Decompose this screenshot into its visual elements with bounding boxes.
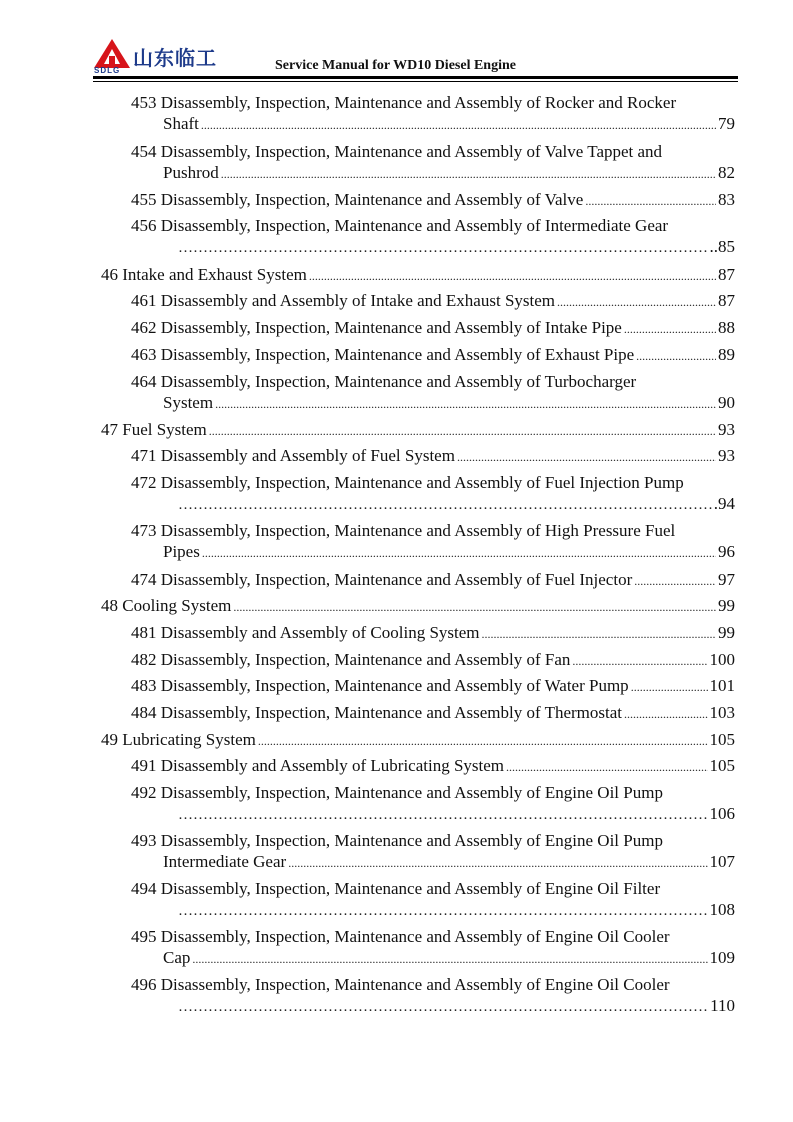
toc-entry[interactable] xyxy=(131,755,735,776)
toc-entry-title: 49 Lubricating System xyxy=(101,730,256,749)
toc-entry[interactable] xyxy=(131,141,735,183)
toc-entry[interactable] xyxy=(131,782,735,824)
dot-leader xyxy=(178,805,708,826)
toc-entry[interactable] xyxy=(101,729,735,750)
dot-leader xyxy=(221,164,716,185)
dot-leader xyxy=(178,901,708,922)
dot-leader xyxy=(192,949,707,970)
toc-entry-title: 474 Disassembly, Inspection, Maintenance and Assembly of Fuel Injector xyxy=(131,570,633,589)
toc-page-number: 82 xyxy=(718,163,735,182)
dot-leader xyxy=(202,543,716,564)
toc-page-number: 107 xyxy=(709,852,735,871)
toc-page-number: 109 xyxy=(709,948,735,967)
toc-entry[interactable] xyxy=(101,264,735,285)
toc-entry-title: 47 Fuel System xyxy=(101,420,207,439)
toc-entry[interactable] xyxy=(131,675,735,696)
dot-leader xyxy=(572,651,707,672)
dot-leader xyxy=(624,704,707,725)
dot-leader xyxy=(557,292,716,313)
toc-entry-title: Intermediate Gear xyxy=(163,852,287,871)
toc-page-number: 99 xyxy=(718,596,735,615)
toc-page-number: 89 xyxy=(718,345,735,364)
toc-entry[interactable] xyxy=(131,926,735,968)
toc-entry-title: 484 Disassembly, Inspection, Maintenance and Assembly of Thermostat xyxy=(131,703,623,722)
toc-page-number: 110 xyxy=(710,996,735,1015)
toc-entry[interactable] xyxy=(131,92,735,134)
toc-page-number: 101 xyxy=(709,676,735,695)
toc-entry[interactable] xyxy=(101,595,735,616)
dot-leader xyxy=(178,997,708,1018)
toc-entry-title: 473 Disassembly, Inspection, Maintenance and Assembly of High Pressure Fuel xyxy=(131,521,676,540)
dot-leader xyxy=(506,757,707,778)
header-rule-thin xyxy=(93,81,738,82)
toc-page-number: 99 xyxy=(718,623,735,642)
toc-page-number: 96 xyxy=(718,542,735,561)
toc-page-number: 79 xyxy=(718,114,735,133)
toc-entry-title: 461 Disassembly and Assembly of Intake and Exhaust System xyxy=(131,291,556,310)
sdlg-logo xyxy=(93,38,243,78)
toc-entry-title: 454 Disassembly, Inspection, Maintenance and Assembly of Valve Tappet and xyxy=(131,142,663,161)
toc-entry-title: 471 Disassembly and Assembly of Fuel System xyxy=(131,446,455,465)
toc-entry-title: 481 Disassembly and Assembly of Cooling System xyxy=(131,623,480,642)
dot-leader xyxy=(258,731,708,752)
toc-page-number: 93 xyxy=(718,446,735,465)
dot-leader xyxy=(178,238,708,259)
manual-title: Service Manual for WD10 Diesel Engine xyxy=(275,58,516,73)
toc-entry-title: 462 Disassembly, Inspection, Maintenance and Assembly of Intake Pipe xyxy=(131,318,622,337)
toc-page-number: 100 xyxy=(709,650,735,669)
dot-leader xyxy=(288,853,707,874)
toc-entry-title: 456 Disassembly, Inspection, Maintenance and Assembly of Intermediate Gear xyxy=(131,216,669,235)
toc-entry[interactable] xyxy=(131,649,735,670)
dot-leader xyxy=(309,266,716,287)
toc-entry-title: 496 Disassembly, Inspection, Maintenance and Assembly of Engine Oil Cooler xyxy=(131,975,670,994)
toc-entry[interactable] xyxy=(131,974,735,1016)
toc-page-number: 108 xyxy=(709,900,735,919)
toc-entry-title: 483 Disassembly, Inspection, Maintenance and Assembly of Water Pump xyxy=(131,676,629,695)
dot-leader xyxy=(636,346,716,367)
dot-leader xyxy=(457,447,716,468)
logo-chinese-text: 山东临工 xyxy=(133,46,217,70)
page-header xyxy=(0,0,793,84)
toc-entry-title: Shaft xyxy=(163,114,199,133)
toc-entry-title: 455 Disassembly, Inspection, Maintenance and Assembly of Valve xyxy=(131,190,584,209)
toc-entry-title: Pipes xyxy=(163,542,200,561)
dot-leader xyxy=(585,191,716,212)
logo-sub-text: SDLG xyxy=(94,66,121,75)
toc-entry-title: 453 Disassembly, Inspection, Maintenance and Assembly of Rocker and Rocker xyxy=(131,93,677,112)
toc-entry-title: 472 Disassembly, Inspection, Maintenance and Assembly of Fuel Injection Pump xyxy=(131,473,684,492)
toc-entry-title: 464 Disassembly, Inspection, Maintenance and Assembly of Turbocharger xyxy=(131,372,637,391)
toc-entry-title: 493 Disassembly, Inspection, Maintenance and Assembly of Engine Oil Pump xyxy=(131,831,663,850)
dot-leader xyxy=(201,115,716,136)
toc-entry[interactable] xyxy=(101,419,735,440)
toc-entry[interactable] xyxy=(131,215,735,257)
dot-leader xyxy=(209,421,716,442)
toc-page-number: ..85 xyxy=(709,237,735,256)
toc-entry-title: 463 Disassembly, Inspection, Maintenance and Assembly of Exhaust Pipe xyxy=(131,345,635,364)
dot-leader xyxy=(215,394,716,415)
toc-entry-title: 491 Disassembly and Assembly of Lubricating System xyxy=(131,756,505,775)
toc-entry-title: 482 Disassembly, Inspection, Maintenance and Assembly of Fan xyxy=(131,650,571,669)
toc-page-number: 83 xyxy=(718,190,735,209)
toc-entry[interactable] xyxy=(131,189,735,210)
toc-page-number: .94 xyxy=(713,494,735,513)
toc-page-number: 97 xyxy=(718,570,735,589)
toc-entry[interactable] xyxy=(131,622,735,643)
dot-leader xyxy=(634,571,716,592)
toc-entry[interactable] xyxy=(131,569,735,590)
toc-entry[interactable] xyxy=(131,520,735,562)
toc-entry-title: Pushrod xyxy=(163,163,219,182)
toc-entry[interactable] xyxy=(131,317,735,338)
toc-entry[interactable] xyxy=(131,878,735,920)
toc-entry[interactable] xyxy=(131,371,735,413)
toc-entry[interactable] xyxy=(131,344,735,365)
header-rule-thick xyxy=(93,76,738,79)
toc-entry[interactable] xyxy=(131,830,735,872)
dot-leader xyxy=(178,495,712,516)
toc-page-number: 105 xyxy=(709,756,735,775)
toc-page-number: 105 xyxy=(709,730,735,749)
dot-leader xyxy=(233,597,716,618)
toc-entry[interactable] xyxy=(131,445,735,466)
toc-entry-title: 495 Disassembly, Inspection, Maintenance and Assembly of Engine Oil Cooler xyxy=(131,927,670,946)
toc-entry-title: 46 Intake and Exhaust System xyxy=(101,265,307,284)
toc-entry-title: 48 Cooling System xyxy=(101,596,232,615)
toc-entry-title: System xyxy=(163,393,214,412)
dot-leader xyxy=(624,319,716,340)
toc-entry[interactable] xyxy=(131,290,735,311)
toc-page-number: 87 xyxy=(718,265,735,284)
toc-page-number: 88 xyxy=(718,318,735,337)
toc-entry-title: 494 Disassembly, Inspection, Maintenance and Assembly of Engine Oil Filter xyxy=(131,879,661,898)
dot-leader xyxy=(482,624,717,645)
toc-entry-title: 492 Disassembly, Inspection, Maintenance and Assembly of Engine Oil Pump xyxy=(131,783,663,802)
toc-page-number: 106 xyxy=(709,804,735,823)
toc-entry[interactable] xyxy=(131,702,735,723)
toc-page-number: 103 xyxy=(709,703,735,722)
toc-page-number: 90 xyxy=(718,393,735,412)
toc-page-number: 87 xyxy=(718,291,735,310)
toc-entry[interactable] xyxy=(131,472,735,514)
toc-page-number: 93 xyxy=(718,420,735,439)
dot-leader xyxy=(631,677,708,698)
toc-entry-title: Cap xyxy=(163,948,191,967)
